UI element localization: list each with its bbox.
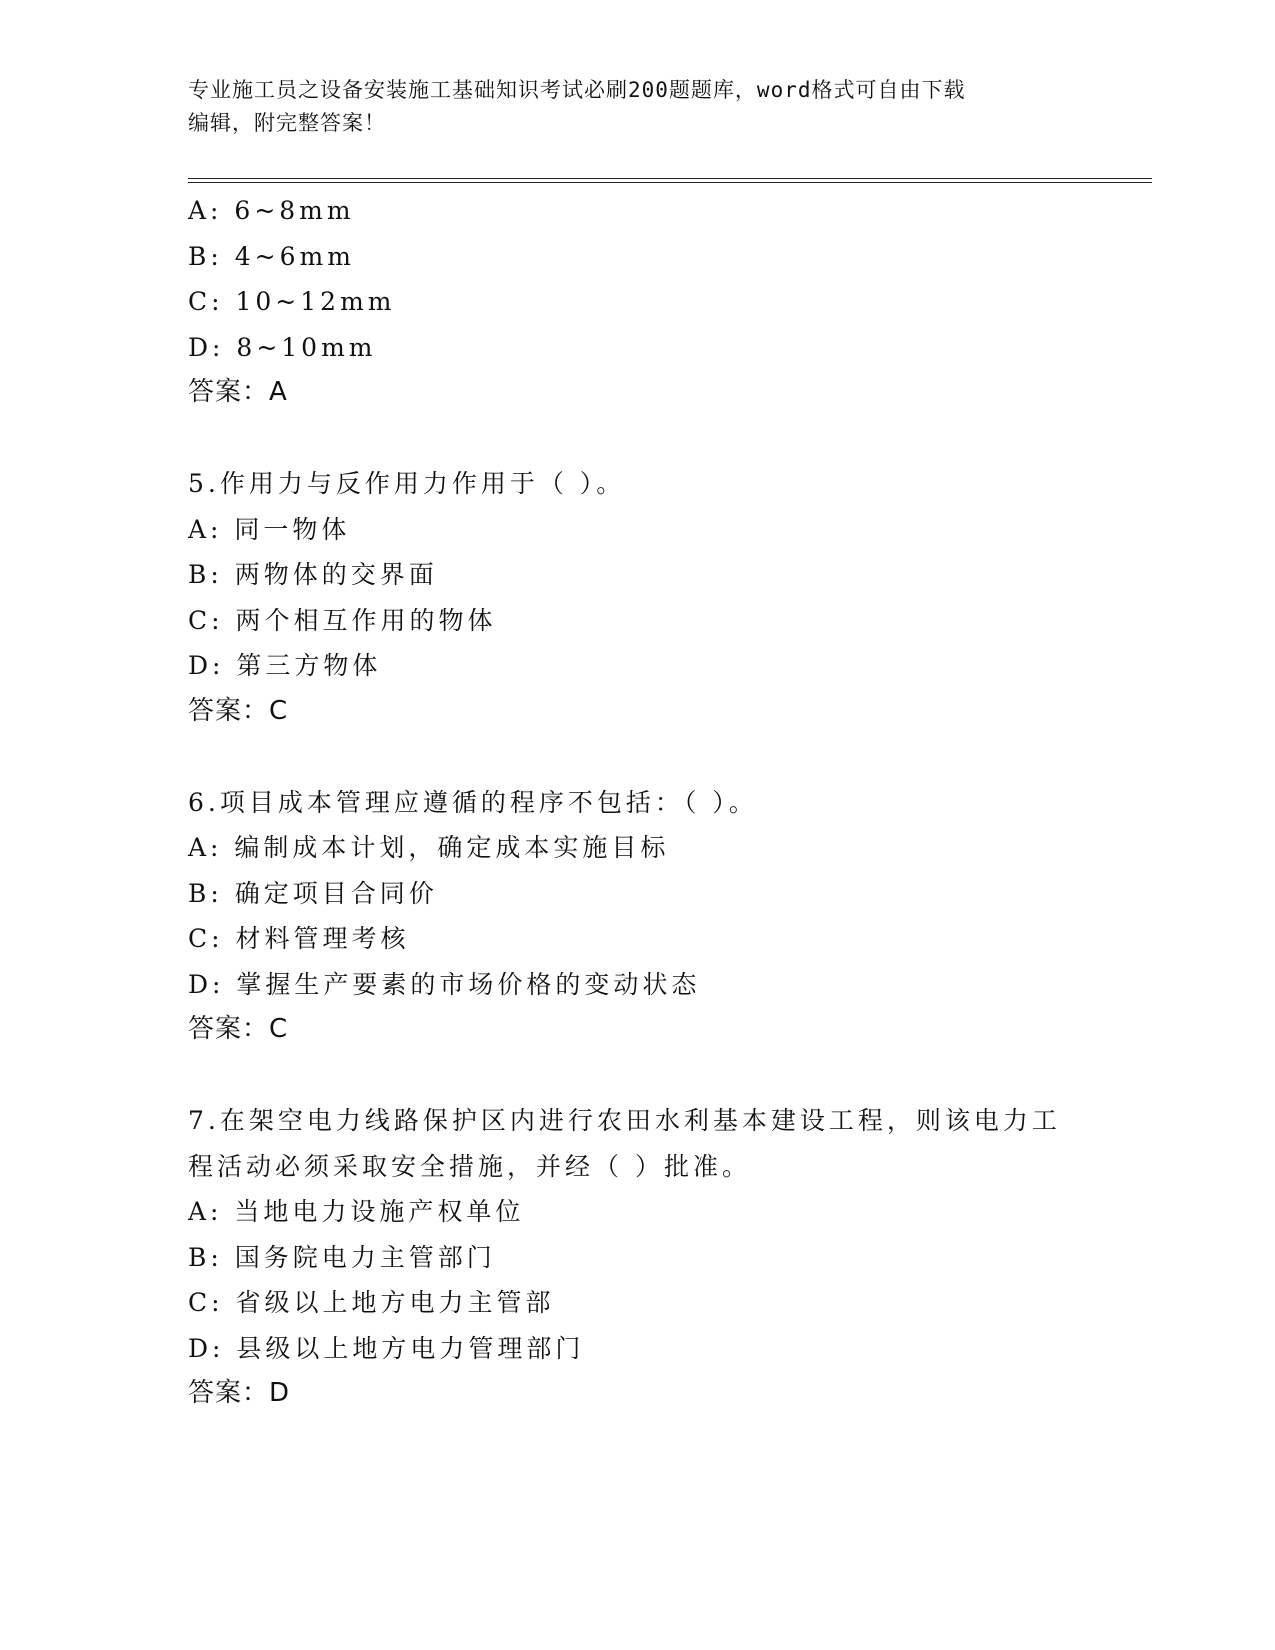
q7-question-line-1: 7.在架空电力线路保护区内进行农田水利基本建设工程，则该电力工 — [188, 1106, 1061, 1135]
spacer — [188, 734, 1088, 780]
question-6-block — [188, 780, 1088, 1053]
spacer — [188, 1053, 1088, 1099]
q5-option-c: C: 两个相互作用的物体 — [188, 605, 497, 635]
q4-option-c: C: 10~12mm — [188, 287, 396, 316]
spacer — [188, 416, 1088, 462]
q6-option-b: B: 确定项目合同价 — [188, 878, 438, 908]
q6-option-a: A: 编制成本计划，确定成本实施目标 — [188, 833, 670, 862]
question-4-block — [188, 188, 1088, 416]
q6-answer: 答案：C — [188, 1014, 289, 1044]
header-divider-top — [188, 178, 1152, 179]
header-title-line-1: 专业施工员之设备安装施工基础知识考试必刷200题题库，word格式可自由下载 — [188, 78, 966, 102]
q4-option-a: A: 6~8mm — [188, 196, 355, 225]
question-list — [188, 188, 1088, 1417]
question-5-block — [188, 461, 1088, 734]
header-title-line-2: 编辑，附完整答案！ — [188, 111, 386, 135]
document-header — [188, 74, 1088, 140]
q5-option-b: B: 两物体的交界面 — [188, 560, 438, 589]
q7-option-a: A: 当地电力设施产权单位 — [188, 1197, 525, 1226]
q6-question: 6.项目成本管理应遵循的程序不包括：（ ）。 — [188, 787, 758, 817]
q5-option-d: D: 第三方物体 — [188, 651, 382, 680]
q7-answer: 答案：D — [188, 1378, 291, 1408]
q7-option-b: B: 国务院电力主管部门 — [188, 1242, 496, 1272]
q5-answer: 答案：C — [188, 695, 289, 726]
q4-answer: 答案：A — [188, 377, 288, 407]
q7-option-d: D: 县级以上地方电力管理部门 — [188, 1333, 585, 1363]
q5-question: 5.作用力与反作用力作用于（ ）。 — [188, 469, 626, 498]
header-divider-bottom — [188, 182, 1152, 183]
q7-option-c: C: 省级以上地方电力主管部 — [188, 1288, 555, 1317]
question-7-block — [188, 1098, 1088, 1417]
q4-option-d: D: 8~10mm — [188, 332, 377, 362]
q6-option-d: D: 掌握生产要素的市场价格的变动状态 — [188, 969, 701, 999]
q7-question-line-2: 程活动必须采取安全措施，并经（ ）批准。 — [188, 1151, 751, 1181]
q6-option-c: C: 材料管理考核 — [188, 924, 410, 953]
q4-option-b: B: 4~6mm — [188, 241, 355, 271]
q5-option-a: A: 同一物体 — [188, 514, 351, 544]
